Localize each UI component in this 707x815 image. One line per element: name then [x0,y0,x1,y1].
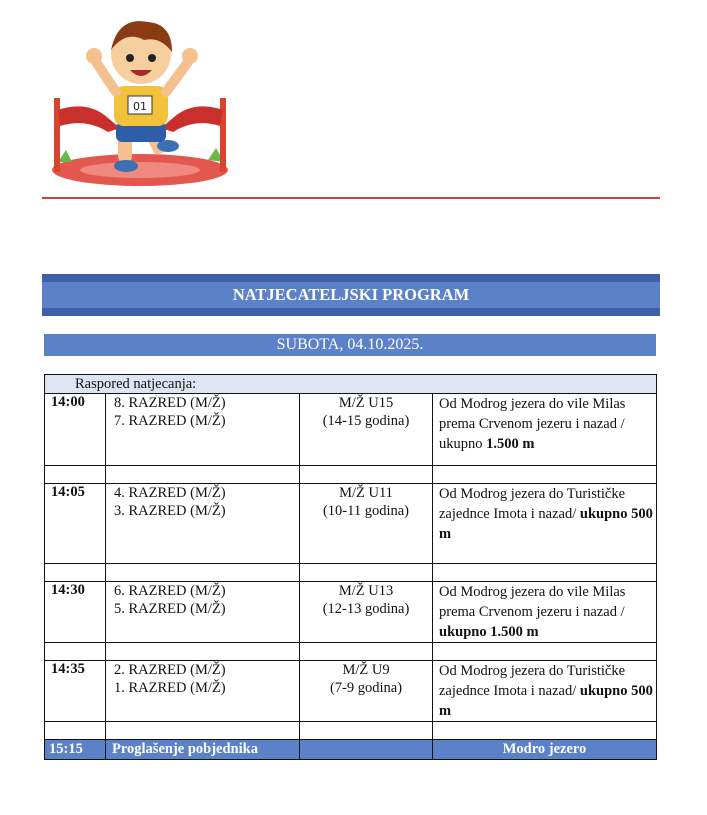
class-list [106,484,300,564]
awards-empty-cell [300,740,433,760]
route [433,661,657,722]
awards-row [45,740,657,760]
spacer-row [45,564,657,582]
class-label: 1. RAZRED (M/Ž) [114,680,226,696]
category-label: M/Ž U9 [342,662,390,678]
route [433,394,657,466]
awards-location: Modro jezero [433,740,657,760]
class-label: 7. RAZRED (M/Ž) [114,413,226,429]
age-range: (7-9 godina) [329,680,403,696]
start-time: 14:35 [45,661,106,722]
distance: ukupno 500 m [439,683,653,719]
class-list [106,582,300,643]
age-range: (14-15 godina) [322,413,410,429]
schedule-header-row [45,375,657,394]
header-divider [42,197,660,199]
bib-number: 01 [133,100,147,113]
category [300,661,433,722]
table-row [45,582,657,643]
route-text: Od Modrog jezera do vile Milas prema Crvenom jezeru i nazad / ukupno [439,396,626,452]
event-date: SUBOTA, 04.10.2025. [44,334,656,356]
class-label: 3. RAZRED (M/Ž) [114,503,226,519]
runner-mascot-logo [48,10,233,190]
awards-time: 15:15 [45,740,106,760]
route-text: Od Modrog jezera do Turističke zajednce Imota i nazad/ [439,486,626,522]
start-time: 14:00 [45,394,106,466]
class-list [106,394,300,466]
spacer-row [45,643,657,661]
spacer-row [45,466,657,484]
distance: 1.500 m [486,436,535,452]
schedule-table [44,374,657,760]
class-label: 2. RAZRED (M/Ž) [114,662,226,678]
route-text: Od Modrog jezera do vile Milas prema Crvenom jezeru i nazad / [439,584,626,620]
program-title-band [42,274,660,316]
category-label: M/Ž U13 [338,583,394,599]
distance: ukupno 1.500 m [439,624,539,640]
schedule-header: Raspored natjecanja: [45,375,657,394]
category-label: M/Ž U11 [339,485,393,501]
category [300,394,433,466]
class-label: 4. RAZRED (M/Ž) [114,485,226,501]
category [300,582,433,643]
category [300,484,433,564]
class-label: 6. RAZRED (M/Ž) [114,583,226,599]
start-time: 14:30 [45,582,106,643]
awards-label: Proglašenje pobjednika [106,740,300,760]
start-time: 14:05 [45,484,106,564]
age-range: (12-13 godina) [322,601,410,617]
route [433,582,657,643]
age-range: (10-11 godina) [322,503,410,519]
spacer-row [45,722,657,740]
class-list [106,661,300,722]
category-label: M/Ž U15 [338,395,394,411]
table-row [45,484,657,564]
table-row [45,394,657,466]
class-label: 8. RAZRED (M/Ž) [114,395,226,411]
class-label: 5. RAZRED (M/Ž) [114,601,226,617]
distance: ukupno 500 m [439,506,653,542]
route [433,484,657,564]
table-row [45,661,657,722]
program-title: NATJECATELJSKI PROGRAM [42,282,660,308]
route-text: Od Modrog jezera do Turističke zajednce Imota i nazad/ [439,663,626,699]
